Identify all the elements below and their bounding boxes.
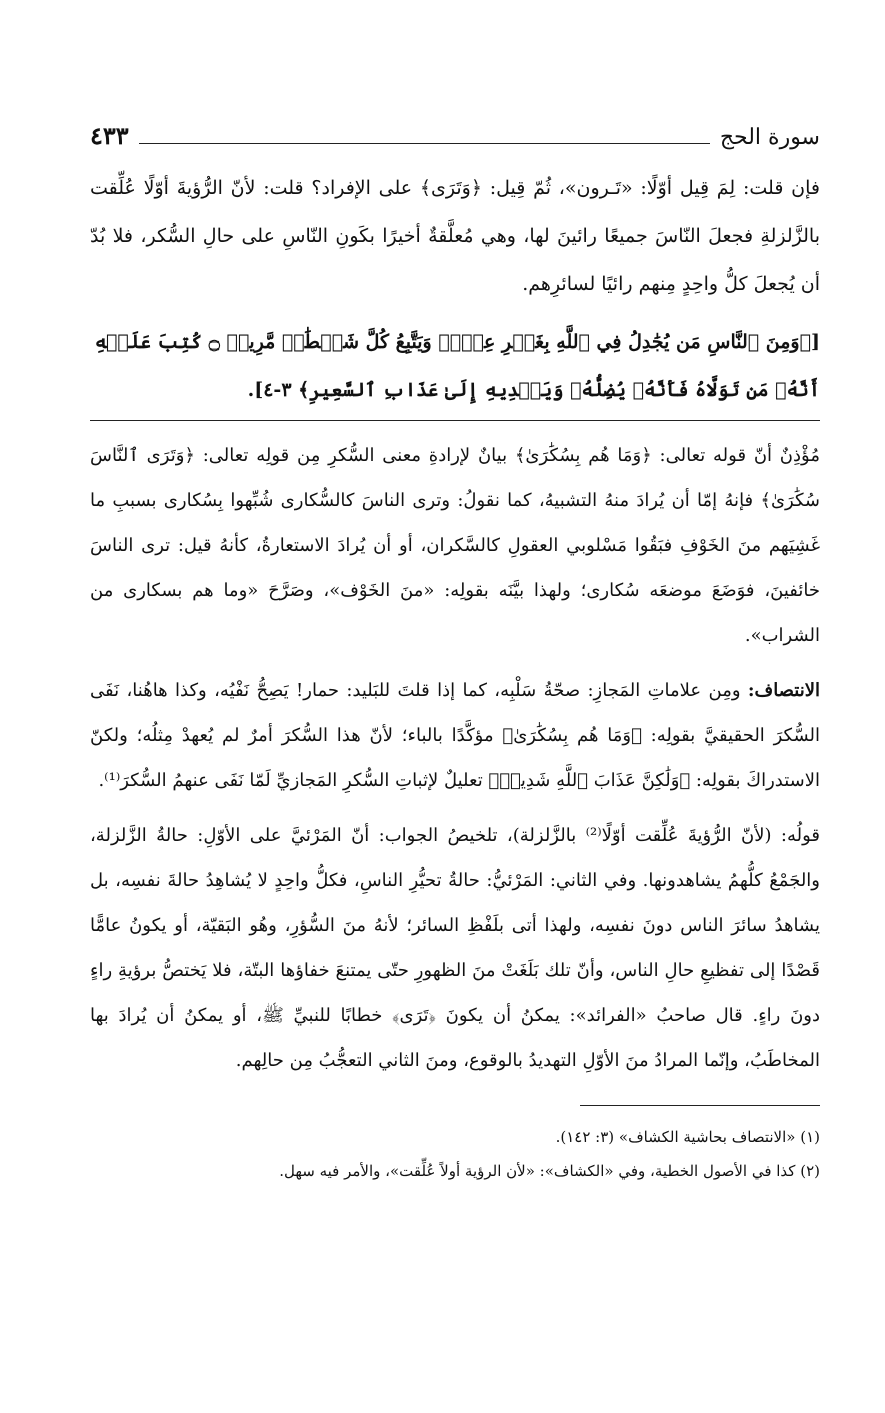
paragraph-commentary: مُؤْذِنٌ أنّ قوله تعالى: ﴿وَمَا هُم بِسُكَٰرَىٰ﴾ بيانٌ لإرادةِ معنى السُّكرِ مِن قولِه تعالى: ﴿وَتَرَى ٱلنَّاسَ سُكَٰرَىٰ﴾ فإنهُ إمّا أن يُرادَ منهُ التشبيهُ، كما نقولُ: وترى الناسَ كالسُّكارى شُبِّهوا بِسُكارى بسببِ ما غَشِيَهم منَ الخَوْفِ فبَقُوا مَسْلوبي العقولِ كالسَّكران، أو أن يُرادَ الاستعارةُ، كأنهُ قيل: ترى الناسَ خائفينَ، فوَضَعَ موضعَه سُكارى؛ ولهذا بيَّنَه بقولِه: «منَ الخَوْف»، وصَرَّحَ «وما هم بسكارى من الشراب». [90, 445, 820, 646]
footnote-1: (١) «الانتصاف بحاشية الكشاف» (٣: ١٤٢). [555, 1128, 820, 1146]
intisaf-label: الانتصاف: [747, 680, 820, 701]
quran-verse: [﴿وَمِنَ ٱلنَّاسِ مَن يُجَٰدِلُ فِي ٱللَّهِ بِغَيۡرِ عِلۡمٖ وَيَتَّبِعُ كُلَّ شَيۡطَٰنٖ مَّرِيدٖ ۝ كُتِبَ عَلَيۡهِ أَنَّهُۥ مَن تَوَلَّاهُ فَأَنَّهُۥ يُضِلُّهُۥ وَيَهۡدِيهِ إِلَىٰ عَذَابِ ٱلسَّعِيرِ﴾ ٣-٤]. [94, 331, 820, 401]
header-rule [139, 143, 710, 144]
footnotes [90, 1120, 820, 1188]
page [90, 110, 820, 1188]
page-number: ٤٣٣ [90, 121, 129, 150]
footnote-divider [580, 1105, 820, 1106]
footnote-2: (٢) كذا في الأصول الخطية، وفي «الكشاف»: «لأن الرؤية أولاً عُلِّقت»، والأمر فيه سهل. [279, 1162, 820, 1180]
running-header [90, 110, 820, 150]
paragraph-intisaf [90, 668, 820, 803]
section-divider [90, 420, 820, 421]
intisaf-text: ومِن علاماتِ المَجازِ: صحّةُ سَلْبِه، كما إذا قلتَ للبَليد: حمار! يَصِحُّ نَفْيُه، وكذا هاهُنا، نَفَى السُّكرَ الحقيقيَّ بقولِه: ﴿وَمَا هُم بِسُكَٰرَىٰ﴾ مؤكَّدًا بالباء؛ لأنّ هذا السُّكرَ أمرٌ لم يُعهدْ مِثلُه؛ ولكنّ الاستدراكَ بقولِه: ﴿وَلَٰكِنَّ عَذَابَ ٱللَّهِ شَدِيدٞ﴾ تعليلٌ لإثباتِ السُّكرِ المَجازيِّ لَمّا نَفَى عنهمُ السُّكرَ⁽¹⁾. [90, 680, 820, 791]
surah-title: سورة الحج [719, 125, 820, 150]
paragraph-explanation: قولُه: (لأنّ الرُّؤيةَ عُلِّقت أوّلًا⁽²⁾ بالزَّلزلة)، تلخيصُ الجواب: أنّ المَرْئيَّ على الأوّلِ: حالةُ الزَّلزلة، والجَمْعُ كلُّهمُ يشاهدونها. وفي الثاني: المَرْئيُّ: حالةُ تحيُّرِ الناسِ، فكلُّ واحِدٍ لا يُشاهِدُ حالةَ نفسِه، بل يشاهدُ سائرَ الناس دونَ نفسِه، ولهذا أتى بلَفْظِ السائر؛ لأنهُ منَ السُّؤرِ، وهُو البَقيّة، أو يكونُ عامًّا قَصْدًا إلى تفظيعِ حالِ الناس، وأنّ تلك بَلَغَتْ منَ الظهورِ حتّى يمتنعَ خفاؤها البتّة، فلا يَختصُّ برؤيةِ راءٍ دونَ راءٍ. قال صاحبُ «الفرائد»: يمكنُ أن يكونَ ﴿تَرَى﴾ خطابًا للنبيِّ ﷺ، أو يمكنُ أن يُرادَ بها المخاطَبُ، وإنّما المرادُ منَ الأوّلِ التهديدُ بالوقوع، ومنَ الثاني التعجُّبُ مِن حالِهم. [90, 825, 821, 1071]
paragraph-question: فإن قلت: لِمَ قِيل أوّلًا: «تَـرون»، ثُمّ قِيل: ﴿وَتَرَى﴾ على الإفراد؟ قلت: لأنّ الرُّؤيةَ أوّلًا عُلِّقت بالزَّلزلةِ فجعلَ النّاسَ جميعًا رائينَ لها، وهي مُعلَّقةٌ أخيرًا بكَونِ النّاسِ على حالِ السُّكر، فلا بُدّ أن يُجعلَ كلُّ واحِدٍ مِنهم رائيًا لسائرِهم. [90, 177, 820, 295]
